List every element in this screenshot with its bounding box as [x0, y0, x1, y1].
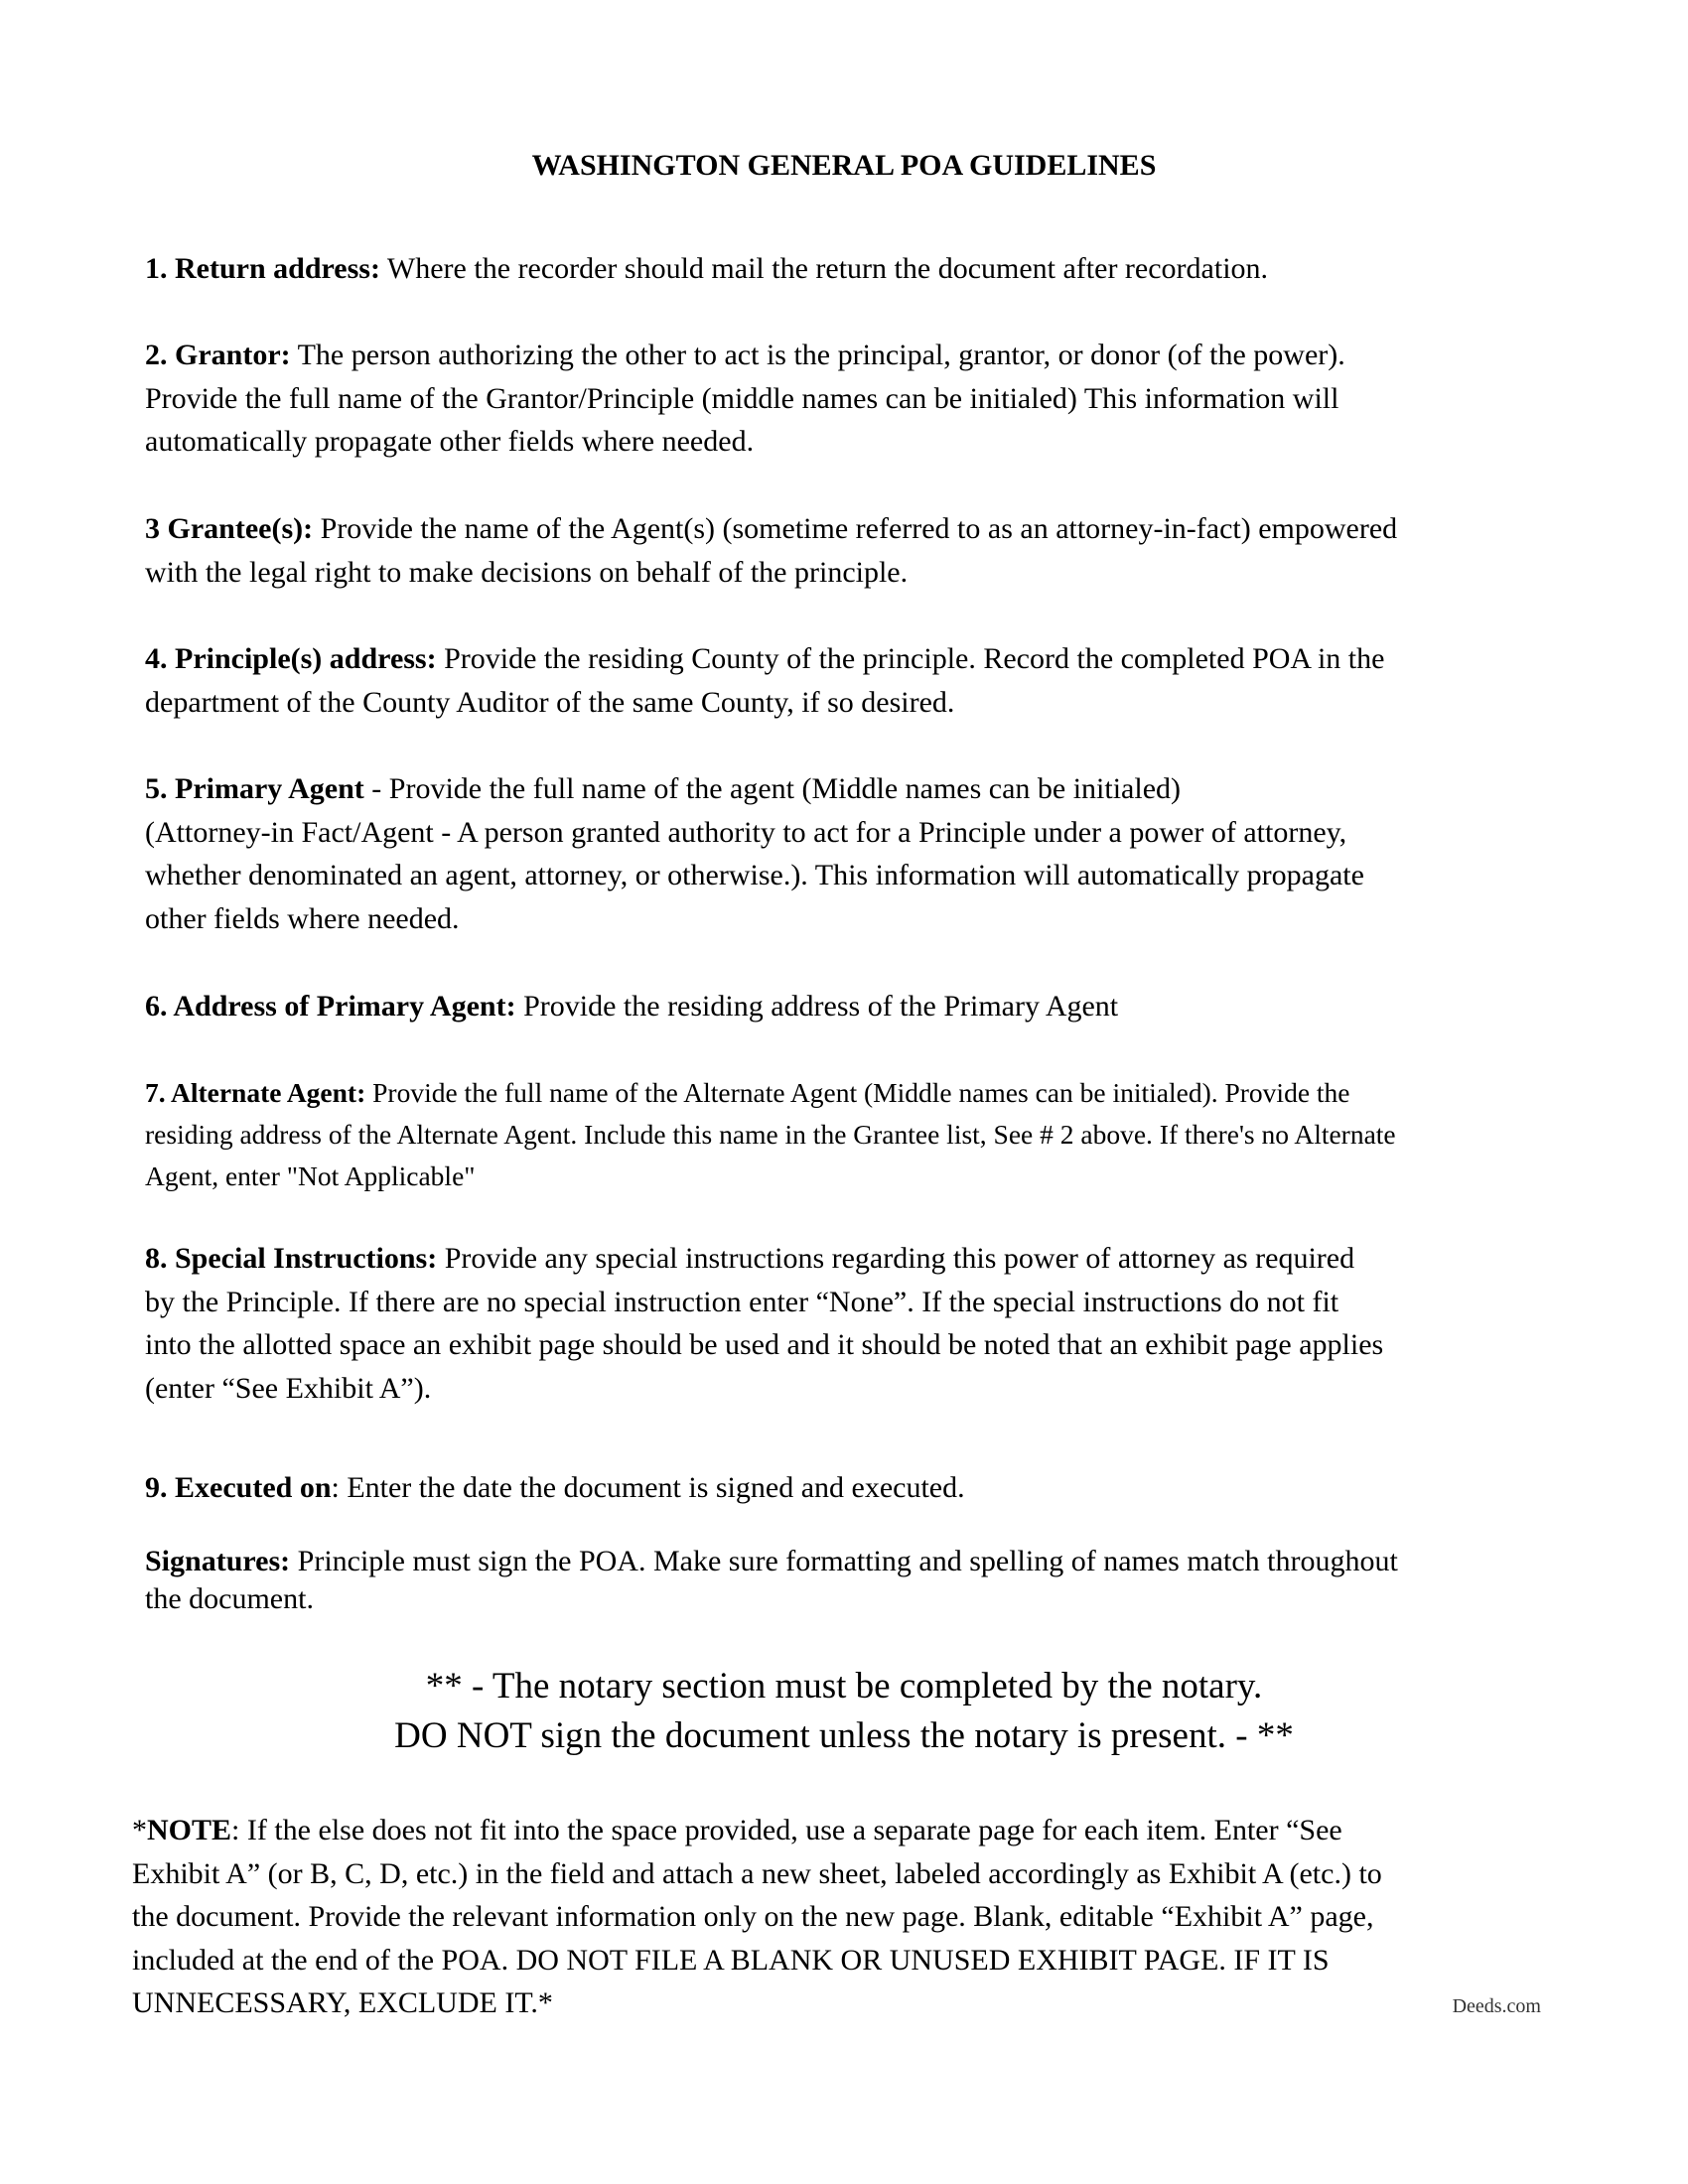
section-text: other fields where needed. — [145, 901, 460, 935]
section-text: Provide any special instructions regarding this power of attorney as required — [444, 1242, 1355, 1275]
section-text: (enter “See Exhibit A”). — [145, 1371, 432, 1405]
note-label: NOTE — [147, 1814, 232, 1846]
section-text: Provide the full name of the Alternate Agent (Middle names can be initialed). Provide the — [372, 1077, 1350, 1108]
section-grantor — [145, 334, 1555, 464]
section-text: whether denominated an agent, attorney, or otherwise.). This information will automatically propagate — [145, 859, 1364, 891]
section-text: Provide the name of the Agent(s) (sometime referred to as an attorney-in-fact) empowered — [320, 512, 1398, 545]
note-text: included at the end of the POA. DO NOT FILE A BLANK OR UNUSED EXHIBIT PAGE. IF IT IS — [132, 1943, 1330, 1977]
section-label: 8. Special Instructions: — [145, 1242, 438, 1275]
section-text: The person authorizing the other to act is the principal, grantor, or donor (of the power). — [297, 339, 1345, 371]
section-text: Principle must sign the POA. Make sure formatting and spelling of names match throughout — [297, 1545, 1398, 1577]
section-label: 4. Principle(s) address: — [145, 642, 437, 675]
section-text: by the Principle. If there are no special instruction enter “None”. If the special instructions do not fit — [145, 1285, 1339, 1318]
section-label: 3 Grantee(s): — [145, 512, 314, 545]
section-text: Provide the residing address of the Primary Agent — [523, 990, 1119, 1023]
footer-brand: Deeds.com — [1452, 1995, 1541, 2017]
note-section — [132, 1809, 1562, 2025]
section-alternate-agent — [145, 1072, 1555, 1197]
section-text: Where the recorder should mail the return the document after recordation. — [386, 252, 1269, 285]
section-special-instructions — [145, 1237, 1555, 1410]
section-text: residing address of the Alternate Agent. Include this name in the Grantee list, See # 2 above. If there's no Alternate — [145, 1119, 1396, 1150]
section-executed-on — [145, 1466, 1555, 1510]
section-text: - Provide the full name of the agent (Middle names can be initialed) — [371, 772, 1182, 805]
section-text: Provide the residing County of the principle. Record the completed POA in the — [444, 642, 1385, 675]
section-label: 5. Primary Agent — [145, 772, 364, 805]
page-title: WASHINGTON GENERAL POA GUIDELINES — [531, 149, 1157, 182]
section-signatures — [145, 1543, 1555, 1618]
note-text: UNNECESSARY, EXCLUDE IT.* — [132, 1986, 553, 2019]
section-text: department of the County Auditor of the same County, if so desired. — [145, 685, 955, 719]
section-label: Signatures: — [145, 1545, 291, 1577]
section-label: 6. Address of Primary Agent: — [145, 990, 516, 1023]
section-principle-address — [145, 637, 1555, 724]
section-label: 7. Alternate Agent: — [145, 1077, 366, 1108]
section-label: 2. Grantor: — [145, 339, 291, 371]
section-text: the document. — [145, 1582, 314, 1615]
note-text: the document. Provide the relevant information only on the new page. Blank, editable “Exhibit A” page, — [132, 1900, 1374, 1933]
notary-notice — [0, 1662, 1688, 1761]
section-text: Agent, enter "Not Applicable" — [145, 1160, 476, 1191]
section-label: 1. Return address: — [145, 252, 380, 285]
section-grantees — [145, 507, 1555, 594]
section-text: Provide the full name of the Grantor/Principle (middle names can be initialed) This information will — [145, 381, 1339, 415]
section-text: into the allotted space an exhibit page should be used and it should be noted that an exhibit page applies — [145, 1328, 1384, 1361]
notary-line-2: DO NOT sign the document unless the notary is present. - ** — [394, 1715, 1294, 1756]
section-text: with the legal right to make decisions on behalf of the principle. — [145, 555, 909, 589]
section-text: : Enter the date the document is signed and executed. — [331, 1471, 965, 1504]
section-text: (Attorney-in Fact/Agent - A person granted authority to act for a Principle under a power of attorney, — [145, 815, 1347, 849]
section-primary-agent-address — [145, 985, 1555, 1028]
note-prefix: * — [132, 1814, 147, 1846]
section-primary-agent — [145, 767, 1555, 940]
section-return-address — [145, 247, 1555, 291]
notary-line-1: ** - The notary section must be completed by the notary. — [425, 1666, 1263, 1706]
section-label: 9. Executed on — [145, 1471, 332, 1504]
note-text: Exhibit A” (or B, C, D, etc.) in the field and attach a new sheet, labeled accordingly as Exhibit A (etc.) to — [132, 1856, 1382, 1890]
note-text: : If the else does not fit into the space provided, use a separate page for each item. Enter “See — [231, 1814, 1342, 1846]
section-text: automatically propagate other fields where needed. — [145, 425, 755, 458]
